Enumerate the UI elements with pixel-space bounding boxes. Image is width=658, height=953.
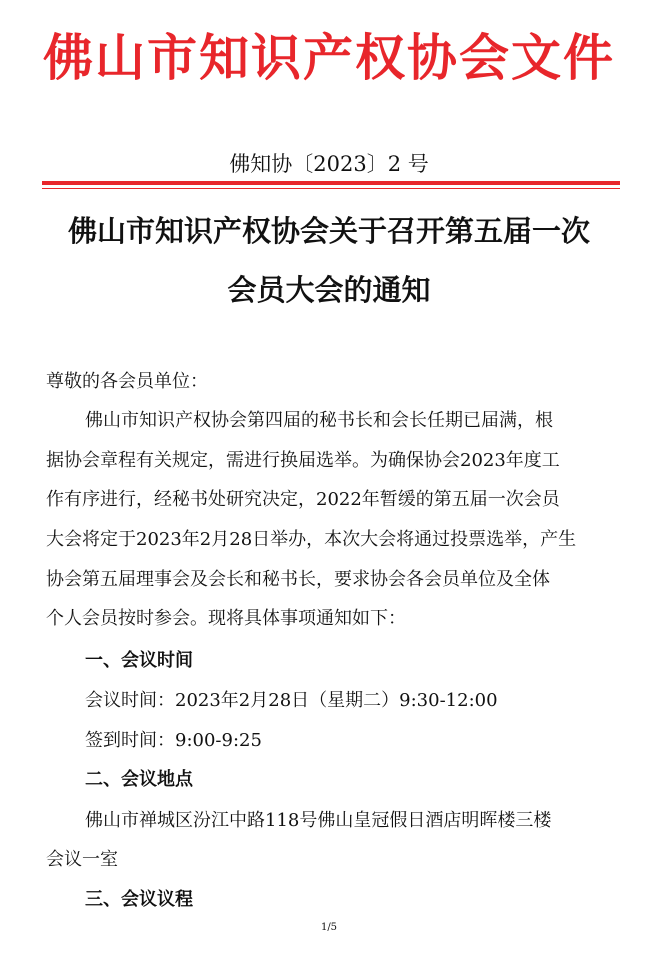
- red-divider-thick: [42, 181, 620, 185]
- body-line: 个人会员按时参会。现将具体事项通知如下：: [46, 608, 406, 629]
- notice-title-line-2: 会员大会的通知: [227, 273, 431, 307]
- red-divider-thin: [42, 188, 620, 189]
- page-indicator: 1/5: [320, 922, 338, 933]
- body-line: 据协会章程有关规定，需进行换届选举。为确保协会2023年度工: [46, 450, 560, 471]
- location-line-2: 会议一室: [46, 849, 118, 870]
- document-number: 佛知协〔2023〕2 号: [229, 152, 429, 176]
- section-heading-agenda: 三、会议议程: [85, 889, 193, 910]
- body-line: 大会将定于2023年2月28日举办，本次大会将通过投票选举，产生: [46, 529, 577, 550]
- section-heading-time: 一、会议时间: [85, 650, 193, 671]
- location-line-1: 佛山市禅城区汾江中路118号佛山皇冠假日酒店明晖楼三楼: [85, 810, 552, 831]
- masthead-title: 佛山市知识产权协会文件: [43, 28, 615, 87]
- body-line: 作有序进行，经秘书处研究决定，2022年暂缓的第五届一次会员: [46, 489, 560, 510]
- notice-title-line-1: 佛山市知识产权协会关于召开第五届一次: [67, 214, 590, 248]
- body-line: 佛山市知识产权协会第四届的秘书长和会长任期已届满，根: [85, 410, 553, 431]
- section-heading-location: 二、会议地点: [85, 769, 193, 790]
- meeting-time: 会议时间：2023年2月28日（星期二）9:30-12:00: [85, 690, 498, 711]
- body-line: 协会第五届理事会及会长和秘书长，要求协会各会员单位及全体: [46, 569, 550, 590]
- signin-time: 签到时间：9:00-9:25: [85, 730, 262, 751]
- salutation: 尊敬的各会员单位：: [46, 371, 208, 392]
